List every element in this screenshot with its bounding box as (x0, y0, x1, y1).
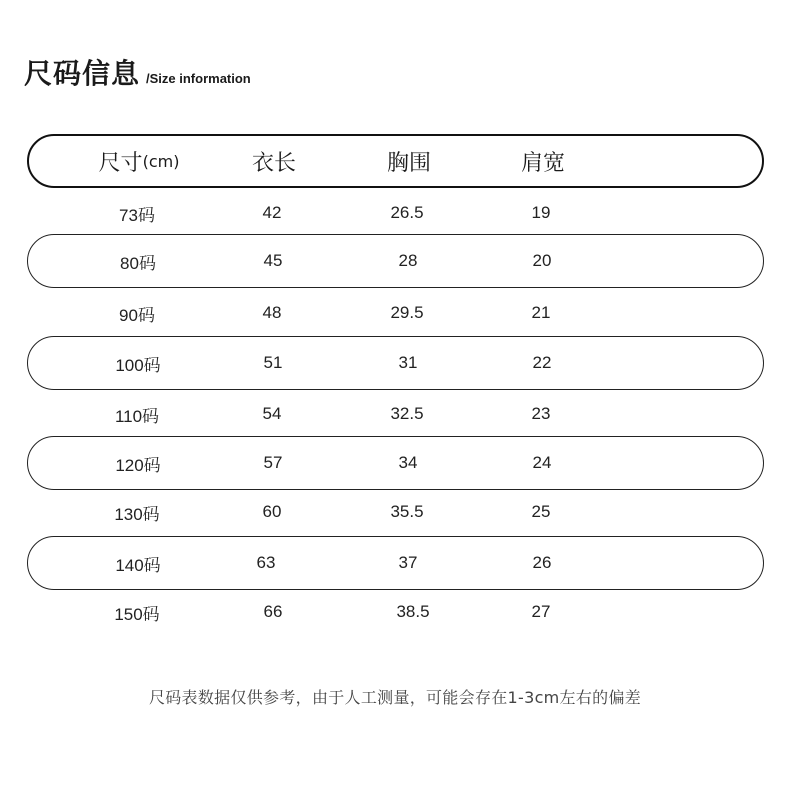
cell-size: 110码 (114, 406, 160, 426)
cell-chest: 37 (398, 553, 418, 572)
cell-shoulder: 27 (531, 602, 551, 621)
table-row (27, 186, 764, 240)
cell-size: 90码 (119, 305, 155, 325)
cell-size: 100码 (115, 355, 161, 375)
header-shoulder: 肩宽 (520, 150, 566, 176)
cell-shoulder: 19 (531, 203, 551, 222)
table-row (27, 286, 764, 340)
cell-length: 63 (256, 553, 276, 572)
cell-length: 48 (262, 303, 282, 322)
table-row (27, 234, 764, 288)
title-main: 尺码信息 (24, 57, 141, 90)
cell-chest: 35.5 (390, 502, 424, 521)
cell-length: 54 (262, 404, 282, 423)
cell-length: 45 (263, 251, 283, 270)
table-row (27, 485, 764, 539)
cell-size: 73码 (119, 205, 155, 225)
cell-length: 57 (263, 453, 283, 472)
cell-size: 150码 (114, 604, 160, 624)
cell-size: 140码 (115, 555, 161, 575)
cell-chest: 32.5 (390, 404, 424, 423)
cell-chest: 28 (398, 251, 418, 270)
disclaimer-note: 尺码表数据仅供参考，由于人工测量，可能会存在1-3cm左右的偏差 (148, 688, 642, 707)
title-subtitle: /Size information (146, 71, 251, 86)
cell-length: 66 (263, 602, 283, 621)
cell-shoulder: 23 (531, 404, 551, 423)
cell-chest: 34 (398, 453, 418, 472)
header-size-label: 尺寸 (98, 150, 143, 176)
page-title (24, 52, 251, 92)
cell-chest: 31 (398, 353, 418, 372)
header-chest: 胸围 (386, 150, 432, 176)
cell-length: 60 (262, 502, 282, 521)
cell-shoulder: 21 (531, 303, 551, 322)
cell-shoulder: 22 (532, 353, 552, 372)
cell-chest: 26.5 (390, 203, 424, 222)
cell-length: 42 (262, 203, 282, 222)
table-header-row (27, 134, 764, 188)
table-row (27, 387, 764, 441)
cell-chest: 29.5 (390, 303, 424, 322)
cell-length: 51 (263, 353, 283, 372)
table-row (27, 536, 764, 590)
table-row (27, 585, 764, 639)
size-table (27, 134, 764, 624)
cell-shoulder: 24 (532, 453, 552, 472)
cell-size: 120码 (115, 455, 161, 475)
header-size-unit: (cm) (142, 151, 180, 171)
table-row (27, 336, 764, 390)
cell-shoulder: 26 (532, 553, 552, 572)
table-row (27, 436, 764, 490)
cell-size: 130码 (114, 504, 160, 524)
header-length: 衣长 (251, 150, 297, 176)
cell-shoulder: 25 (531, 502, 551, 521)
cell-shoulder: 20 (532, 251, 552, 270)
cell-chest: 38.5 (396, 602, 430, 621)
header-size (99, 136, 180, 186)
cell-size: 80码 (120, 253, 156, 273)
